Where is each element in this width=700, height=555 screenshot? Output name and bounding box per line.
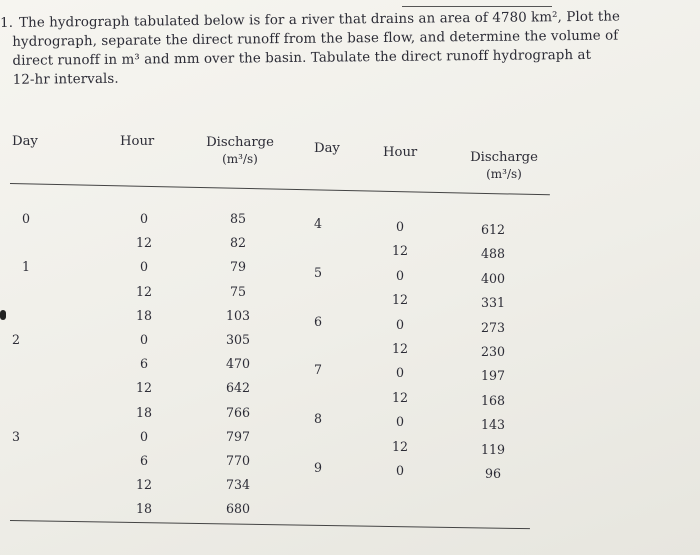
left-day-cell: 1 bbox=[21, 259, 30, 275]
left-day-cell: 0 bbox=[21, 211, 30, 226]
header-rule bbox=[10, 183, 550, 195]
discharge-right-label: Discharge bbox=[470, 150, 538, 165]
left-hour-cell: 12 bbox=[135, 283, 153, 299]
left-hour-cell: 0 bbox=[139, 259, 148, 275]
right-discharge-cell: 331 bbox=[480, 295, 506, 311]
right-day-cell: 8 bbox=[313, 411, 322, 427]
left-hour-cell: 12 bbox=[135, 477, 153, 493]
right-discharge-cell: 96 bbox=[484, 466, 502, 481]
left-discharge-cell: 680 bbox=[225, 501, 251, 517]
problem-statement bbox=[0, 7, 691, 90]
header-hour-left: Hour bbox=[120, 134, 155, 149]
problem-text-1: The hydrograph tabulated below is for a river that drains an area of 4780 km², Plot the bbox=[19, 9, 621, 31]
right-day-cell: 7 bbox=[313, 362, 322, 378]
right-hour-cell: 0 bbox=[395, 414, 404, 430]
header-discharge-left bbox=[200, 135, 280, 167]
left-discharge-cell: 734 bbox=[225, 477, 251, 493]
right-hour-cell: 12 bbox=[391, 389, 409, 405]
discharge-right-unit: (m³/s) bbox=[486, 167, 522, 181]
discharge-left-unit: (m³/s) bbox=[222, 152, 258, 166]
right-discharge-cell: 230 bbox=[480, 344, 506, 359]
header-hour-right: Hour bbox=[383, 145, 418, 160]
left-day-cell: 2 bbox=[11, 332, 20, 347]
problem-number: 1. bbox=[0, 15, 14, 31]
right-discharge-cell: 143 bbox=[480, 417, 506, 433]
right-hour-cell: 12 bbox=[391, 292, 409, 308]
right-discharge-cell: 612 bbox=[480, 222, 506, 237]
right-day-cell: 9 bbox=[313, 460, 322, 475]
top-divider bbox=[402, 6, 552, 7]
right-discharge-cell: 168 bbox=[480, 392, 506, 408]
right-hour-cell: 0 bbox=[395, 267, 404, 283]
left-hour-cell: 18 bbox=[135, 404, 153, 420]
header-day-left: Day bbox=[12, 134, 38, 149]
left-discharge-cell: 75 bbox=[229, 283, 247, 299]
left-discharge-cell: 79 bbox=[229, 259, 247, 275]
right-day-cell: 5 bbox=[313, 264, 322, 280]
left-day-cell: 3 bbox=[11, 428, 20, 444]
problem-line-3: direct runoff in m³ and mm over the basin. Tabulate the direct runoff hydrograph at bbox=[12, 47, 592, 69]
left-discharge-cell: 305 bbox=[225, 332, 251, 347]
right-hour-cell: 12 bbox=[391, 438, 409, 454]
left-hour-cell: 0 bbox=[139, 332, 148, 347]
bottom-rule bbox=[10, 520, 530, 529]
right-hour-cell: 0 bbox=[395, 219, 404, 234]
left-discharge-cell: 85 bbox=[229, 211, 247, 226]
left-hour-cell: 0 bbox=[139, 428, 148, 444]
left-discharge-cell: 103 bbox=[225, 307, 251, 323]
right-discharge-cell: 488 bbox=[480, 246, 506, 262]
left-hour-cell: 6 bbox=[139, 356, 148, 372]
left-discharge-cell: 642 bbox=[225, 380, 251, 396]
problem-line-2: hydrograph, separate the direct runoff from the base flow, and determine the volume of bbox=[12, 28, 619, 50]
left-hour-cell: 0 bbox=[139, 211, 148, 226]
discharge-left-label: Discharge bbox=[206, 135, 274, 150]
left-discharge-cell: 766 bbox=[225, 404, 251, 420]
left-hour-cell: 18 bbox=[135, 307, 153, 323]
left-discharge-cell: 797 bbox=[225, 428, 251, 444]
right-hour-cell: 0 bbox=[395, 463, 404, 478]
right-hour-cell: 12 bbox=[391, 341, 409, 356]
left-hour-cell: 6 bbox=[139, 453, 148, 468]
right-discharge-cell: 400 bbox=[480, 270, 506, 286]
right-discharge-cell: 119 bbox=[480, 441, 506, 457]
header-discharge-right bbox=[462, 150, 546, 182]
right-discharge-cell: 197 bbox=[480, 368, 506, 384]
left-hour-cell: 18 bbox=[135, 501, 153, 517]
page-edge-mark bbox=[0, 310, 6, 320]
left-discharge-cell: 82 bbox=[229, 235, 247, 251]
right-hour-cell: 12 bbox=[391, 243, 409, 259]
left-hour-cell: 12 bbox=[135, 380, 153, 396]
right-hour-cell: 0 bbox=[395, 365, 404, 381]
header-day-right: Day bbox=[314, 141, 340, 156]
problem-line-4: 12-hr intervals. bbox=[12, 71, 119, 88]
left-discharge-cell: 470 bbox=[225, 356, 251, 372]
right-discharge-cell: 273 bbox=[480, 319, 506, 335]
right-day-cell: 4 bbox=[313, 216, 322, 231]
right-day-cell: 6 bbox=[313, 313, 322, 329]
right-hour-cell: 0 bbox=[395, 316, 404, 332]
left-hour-cell: 12 bbox=[135, 235, 153, 251]
left-discharge-cell: 770 bbox=[225, 453, 251, 468]
